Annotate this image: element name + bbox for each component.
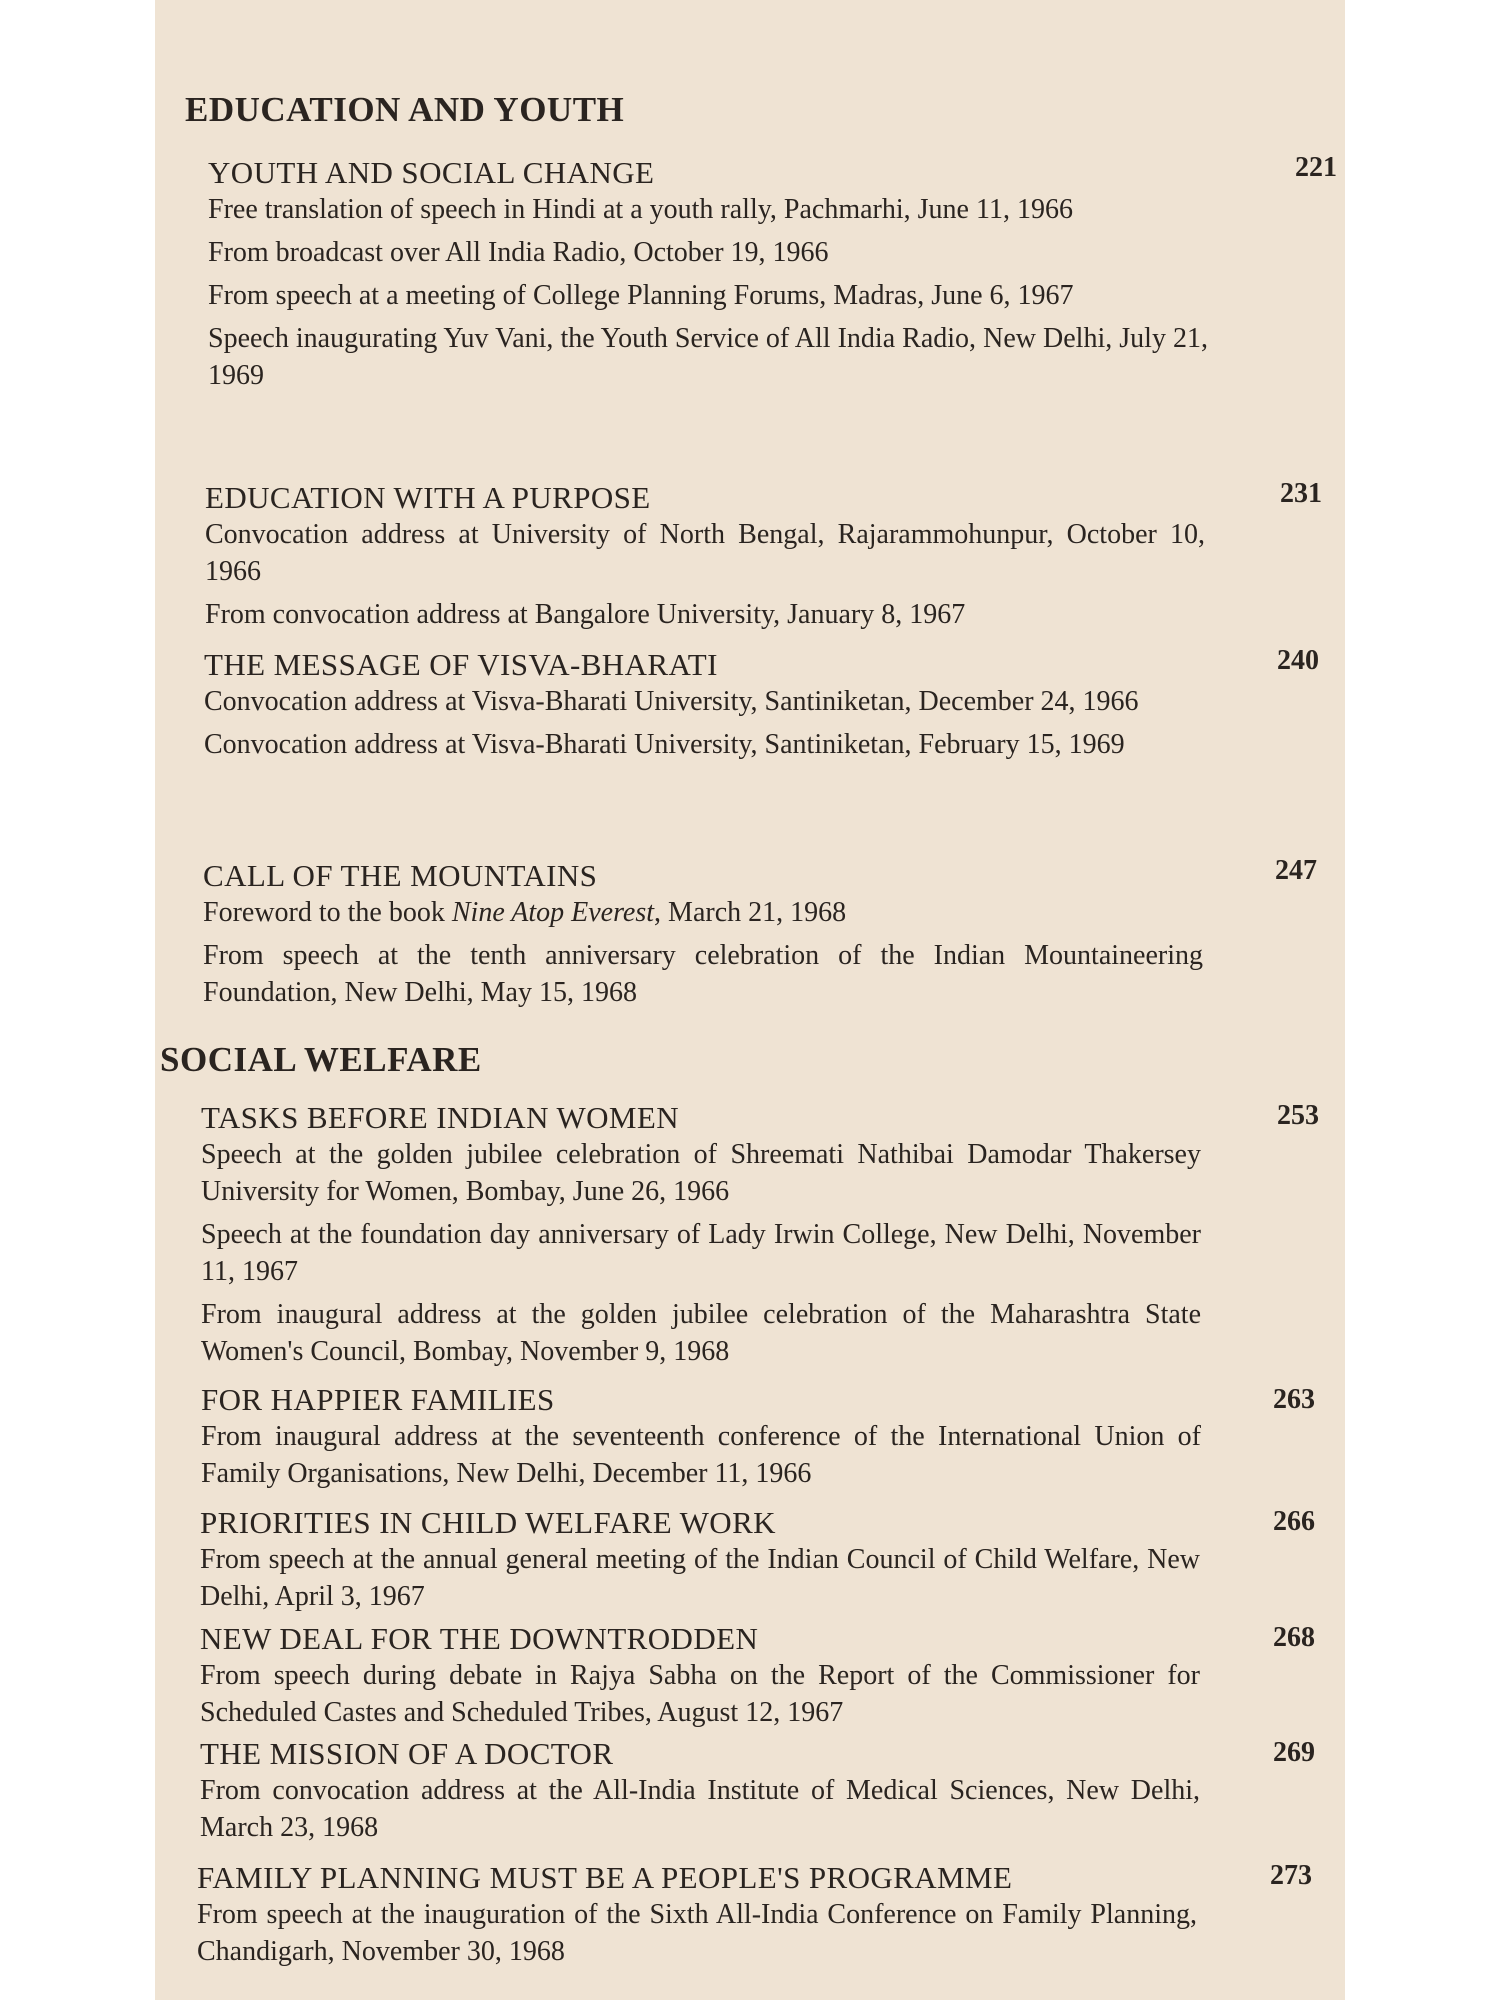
- toc-entry: [203, 858, 1203, 1017]
- entry-title: TASKS BEFORE INDIAN WOMEN: [201, 1100, 679, 1135]
- entry-source: From convocation address at Bangalore University, January 8, 1967: [205, 599, 966, 630]
- page-number: 221: [1295, 152, 1337, 183]
- toc-entry: [200, 1621, 1200, 1737]
- page-number: 247: [1275, 855, 1317, 886]
- toc-entry: [200, 1505, 1200, 1621]
- entry-source: From broadcast over All India Radio, October 19, 1966: [208, 237, 829, 268]
- section-title: SOCIAL WELFARE: [160, 1040, 482, 1079]
- toc-entry: [205, 480, 1205, 639]
- source-text: , March 21, 1968: [654, 897, 847, 928]
- entry-source: From speech at a meeting of College Planning Forums, Madras, June 6, 1967: [208, 280, 1074, 311]
- entry-source: From inaugural address at the seventeenth conference of the International Union of Family Organisations, New Delhi, December 11, 1966: [201, 1421, 1201, 1489]
- entry-source: Convocation address at Visva-Bharati University, Santiniketan, February 15, 1969: [204, 729, 1125, 760]
- page-number: 273: [1270, 1860, 1312, 1891]
- entry-source: From speech at the tenth anniversary celebration of the Indian Mountaineering Foundation, New Delhi, May 15, 1968: [203, 940, 1203, 1008]
- entry-title: NEW DEAL FOR THE DOWNTRODDEN: [200, 1621, 759, 1656]
- entry-source: From convocation address at the All-India Institute of Medical Sciences, New Delhi, March 23, 1968: [200, 1775, 1200, 1843]
- page-number: 269: [1273, 1737, 1315, 1768]
- entry-source: [203, 894, 1203, 931]
- section-title: EDUCATION AND YOUTH: [185, 90, 625, 129]
- toc-entry: [200, 1736, 1200, 1852]
- toc-entry: [208, 155, 1208, 400]
- entry-source: Speech at the golden jubilee celebration of Shreemati Nathibai Damodar Thakersey University for Women, Bombay, June 26, 1966: [201, 1139, 1201, 1207]
- entry-source: Speech inaugurating Yuv Vani, the Youth Service of All India Radio, New Delhi, July 21, 1969: [208, 323, 1208, 391]
- entry-source: Convocation address at Visva-Bharati University, Santiniketan, December 24, 1966: [204, 686, 1139, 717]
- entry-source: Convocation address at University of North Bengal, Rajarammohunpur, October 10, 1966: [205, 519, 1205, 587]
- book-page: [155, 0, 1345, 2000]
- entry-source: From inaugural address at the golden jubilee celebration of the Maharashtra State Women's Council, Bombay, November 9, 1968: [201, 1299, 1201, 1367]
- entry-source: From speech during debate in Rajya Sabha on the Report of the Commissioner for Scheduled Castes and Scheduled Tribes, August 12, 1967: [200, 1660, 1200, 1728]
- entry-title: THE MISSION OF A DOCTOR: [200, 1736, 614, 1771]
- page-number: 253: [1277, 1100, 1319, 1131]
- page-number: 240: [1277, 645, 1319, 676]
- source-text: Foreword to the book: [203, 897, 452, 928]
- entry-source: Speech at the foundation day anniversary of Lady Irwin College, New Delhi, November 11, 1967: [201, 1219, 1201, 1287]
- entry-title: YOUTH AND SOCIAL CHANGE: [208, 155, 655, 190]
- entry-title: PRIORITIES IN CHILD WELFARE WORK: [200, 1505, 776, 1540]
- entry-source: Free translation of speech in Hindi at a youth rally, Pachmarhi, June 11, 1966: [208, 194, 1073, 225]
- entry-title: FAMILY PLANNING MUST BE A PEOPLE'S PROGRAMME: [197, 1860, 1013, 1895]
- entry-title: THE MESSAGE OF VISVA-BHARATI: [204, 647, 718, 682]
- page-number: 263: [1273, 1384, 1315, 1415]
- book-title: Nine Atop Everest: [451, 897, 655, 928]
- page-number: 231: [1280, 478, 1322, 509]
- toc-entry: [201, 1100, 1201, 1376]
- toc-entry: [204, 647, 1204, 769]
- entry-source: From speech at the inauguration of the Sixth All-India Conference on Family Planning, Chandigarh, November 30, 1968: [197, 1899, 1197, 1967]
- page-number: 268: [1273, 1622, 1315, 1653]
- page-number: 266: [1273, 1506, 1315, 1537]
- toc-entry: [201, 1382, 1201, 1498]
- entry-title: EDUCATION WITH A PURPOSE: [205, 480, 651, 515]
- entry-source: From speech at the annual general meeting of the Indian Council of Child Welfare, New Delhi, April 3, 1967: [200, 1544, 1200, 1612]
- toc-entry: [197, 1860, 1197, 1976]
- entry-title: CALL OF THE MOUNTAINS: [203, 858, 598, 893]
- entry-title: FOR HAPPIER FAMILIES: [201, 1382, 555, 1417]
